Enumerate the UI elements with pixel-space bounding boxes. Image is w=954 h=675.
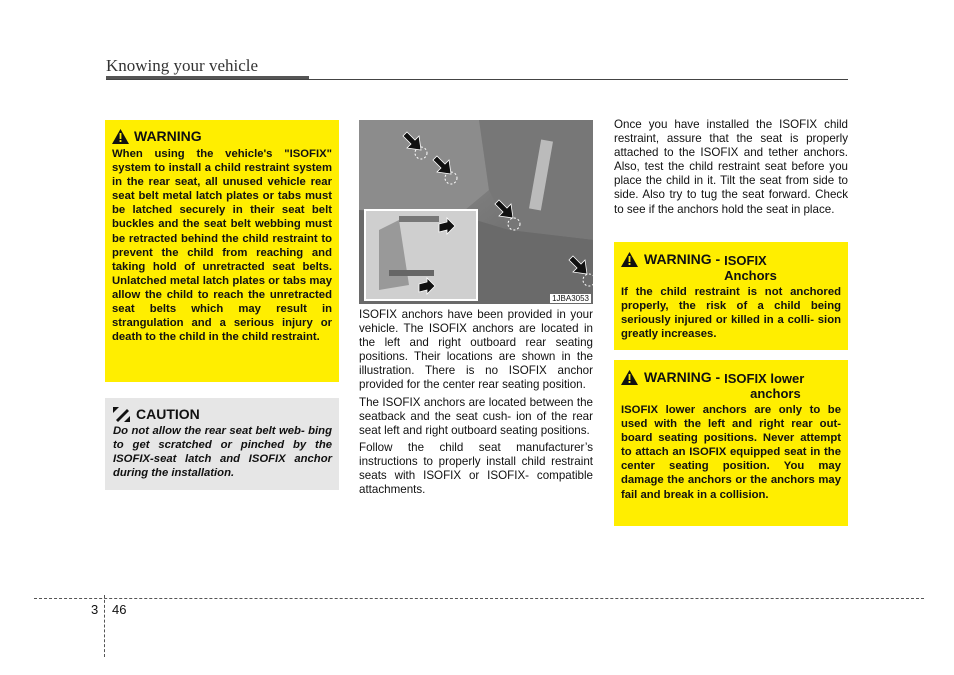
- warning-title-line2: anchors: [750, 386, 801, 401]
- paragraph: ISOFIX anchors have been provided in your vehicle. The ISOFIX anchors are located in the left and right outboard rear seating positions. Their locations are shown in the illustration. There is no ISOFIX anchor provided for the center rear seating position.: [359, 308, 593, 392]
- chapter-number: 3: [91, 602, 99, 617]
- warning-title-label: WARNING: [134, 128, 202, 144]
- figure-code: 1JBA3053: [552, 294, 589, 303]
- caution-body: Do not allow the rear seat belt web- bing to get scratched or pinched by the ISOFIX-seat latch and ISOFIX anchor during the installation.: [113, 425, 332, 480]
- paragraph: Once you have installed the ISOFIX child restraint, assure that the seat is properly attached to the ISOFIX and tether anchors. Also, test the child restraint seat before you place the child in it. Tilt the seat from side to side. Also try to tug the seat forward. Check to see if the anchors hold the seat in place.: [614, 118, 848, 216]
- page-number: 46: [112, 602, 127, 617]
- footer-divider: [104, 595, 105, 657]
- warning-body: ISOFIX lower anchors are only to be used with the left and right rear out- board seating positions. Never attempt to attach an ISOFIX equipped seat in the center seating position. You may damage the anchors or the anchors may fail and break in a collision.: [621, 404, 841, 501]
- warning-title-prefix: WARNING -: [644, 369, 725, 385]
- warning-title-line2: Anchors: [724, 268, 777, 283]
- middle-column-text: [359, 308, 593, 500]
- seat-photo: [359, 120, 593, 304]
- warning-triangle-icon: [621, 252, 638, 267]
- warning-body: When using the vehicle's "ISOFIX" system to install a child restraint system in the rear seat, all unused vehicle rear seat belt metal latch plates or tabs must be latched securely in their seat belt buckles and the seat belt webbing must be retracted behind the child restraint to prevent the child from reaching and taking hold of unretracted seat belts. Unlatched metal latch plates or tabs may allow the child to reach the unretracted seat belts which may result in strangulation and a serious injury or death to the child in the child restraint.: [112, 148, 332, 344]
- footer-rule: [34, 598, 924, 599]
- warning-title: [112, 128, 332, 144]
- warning-box-isofix-usage: [105, 120, 339, 382]
- warning-triangle-icon: [112, 129, 129, 144]
- warning-body: If the child restraint is not anchored properly, the risk of a child being seriously injured or killed in a colli- sion greatly increases.: [621, 286, 841, 341]
- paragraph: The ISOFIX anchors are located between the seatback and the seat cush- ion of the rear seat left and right outboard seating positions.: [359, 395, 593, 437]
- warning-title-line1: ISOFIX lower: [724, 371, 805, 386]
- section-title: Knowing your vehicle: [106, 56, 259, 75]
- isofix-anchor-illustration: [359, 120, 593, 304]
- caution-pencil-icon: [113, 407, 130, 422]
- warning-title: [621, 369, 841, 401]
- caution-box: [105, 398, 339, 490]
- caution-title: [113, 406, 332, 422]
- warning-title: [621, 251, 841, 283]
- header-rule: [106, 79, 848, 80]
- paragraph: Follow the child seat manufacturer’s instructions to properly install child restraint seats with ISOFIX or ISOFIX- compatible attachments.: [359, 440, 593, 497]
- caution-title-label: CAUTION: [136, 406, 200, 422]
- warning-box-isofix-anchors: [614, 242, 848, 350]
- warning-title-prefix: WARNING -: [644, 251, 725, 267]
- warning-title-line1: ISOFIX: [724, 253, 767, 268]
- warning-triangle-icon: [621, 370, 638, 385]
- right-column-text: [614, 118, 848, 220]
- warning-box-isofix-lower-anchors: [614, 360, 848, 526]
